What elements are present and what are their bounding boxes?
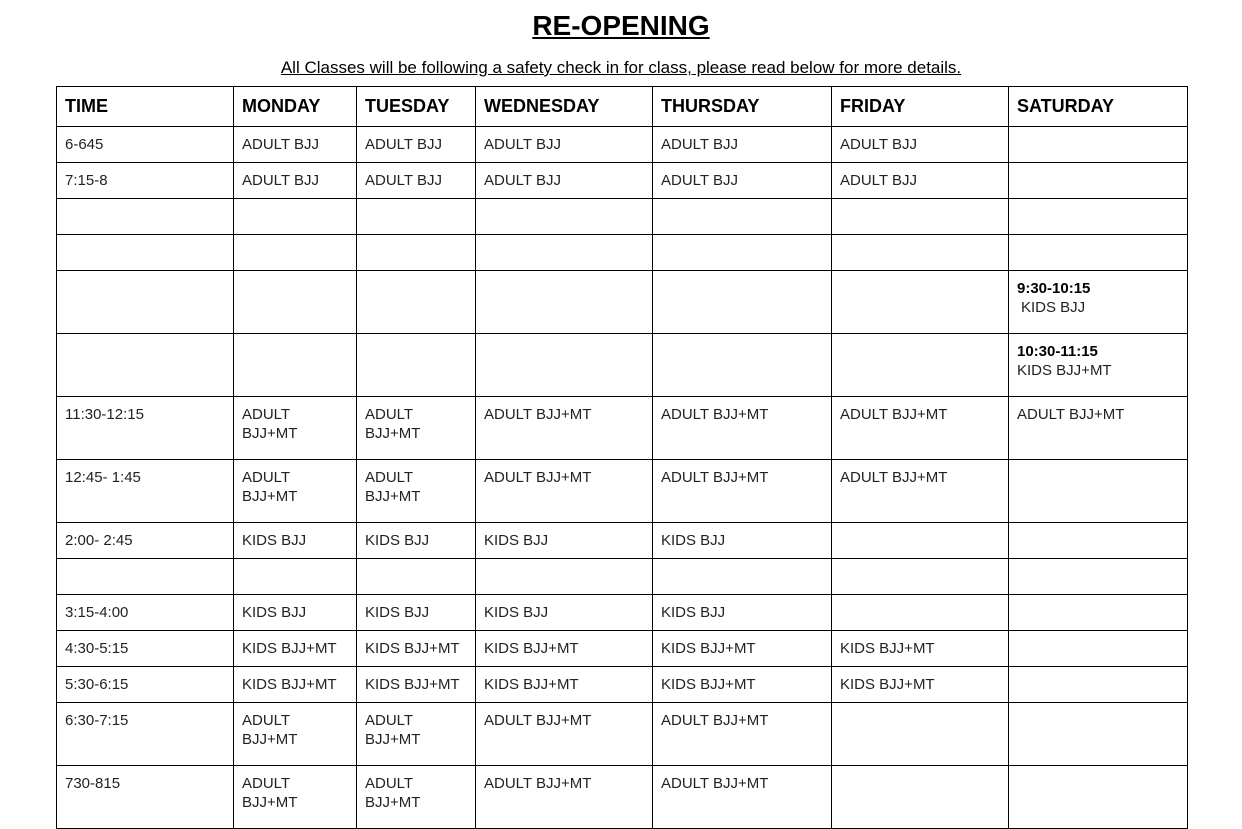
wednesday-cell xyxy=(476,766,653,829)
saturday-cell xyxy=(1009,703,1188,766)
class-label: ADULT BJJ+MT xyxy=(1017,406,1125,423)
saturday-cell xyxy=(1009,667,1188,703)
class-label: ADULT BJJ+MT xyxy=(484,469,592,486)
class-label: ADULT xyxy=(365,712,414,729)
thursday-cell xyxy=(653,559,832,595)
table-row xyxy=(57,199,1188,235)
class-label: ADULT BJJ+MT xyxy=(484,712,592,729)
monday-cell xyxy=(234,271,357,334)
monday-cell xyxy=(234,127,357,163)
table-row xyxy=(57,235,1188,271)
class-label: ADULT BJJ+MT xyxy=(840,406,948,423)
monday-cell xyxy=(234,631,357,667)
class-label: KIDS BJJ+MT xyxy=(365,676,460,693)
column-header-tuesday: TUESDAY xyxy=(357,87,476,127)
class-label: ADULT BJJ xyxy=(365,172,442,189)
time-cell xyxy=(57,559,234,595)
class-label: ADULT xyxy=(242,469,291,486)
class-label: ADULT BJJ+MT xyxy=(661,712,769,729)
monday-cell xyxy=(234,235,357,271)
class-label: KIDS BJJ xyxy=(484,532,549,549)
time-cell: 4:30-5:15 xyxy=(57,631,234,667)
wednesday-cell xyxy=(476,559,653,595)
class-label: ADULT BJJ+MT xyxy=(484,406,592,423)
class-label: BJJ+MT xyxy=(365,794,421,811)
class-label: BJJ+MT xyxy=(365,731,421,748)
class-label: KIDS BJJ xyxy=(661,604,726,621)
tuesday-cell xyxy=(357,703,476,766)
table-row xyxy=(57,271,1188,334)
wednesday-cell xyxy=(476,667,653,703)
monday-cell xyxy=(234,334,357,397)
header-row xyxy=(57,87,1188,127)
thursday-cell xyxy=(653,199,832,235)
thursday-cell xyxy=(653,460,832,523)
class-label: KIDS BJJ xyxy=(661,532,726,549)
class-label: BJJ+MT xyxy=(242,794,298,811)
thursday-cell xyxy=(653,334,832,397)
page-subtitle: All Classes will be following a safety check in for class, please read below for more details. xyxy=(280,58,962,77)
class-label: BJJ+MT xyxy=(365,425,421,442)
class-label: KIDS BJJ xyxy=(242,532,307,549)
time-cell xyxy=(57,271,234,334)
time-cell: 2:00- 2:45 xyxy=(57,523,234,559)
class-label: BJJ+MT xyxy=(242,488,298,505)
wednesday-cell xyxy=(476,703,653,766)
class-label: KIDS BJJ+MT xyxy=(661,676,756,693)
class-label: KIDS BJJ+MT xyxy=(242,676,337,693)
class-label: KIDS BJJ+MT xyxy=(840,640,935,657)
class-label: ADULT BJJ+MT xyxy=(661,406,769,423)
time-cell: 730-815 xyxy=(57,766,234,829)
column-header-friday: FRIDAY xyxy=(832,87,1009,127)
friday-cell xyxy=(832,460,1009,523)
saturday-cell xyxy=(1009,271,1188,334)
table-row xyxy=(57,460,1188,523)
monday-cell xyxy=(234,199,357,235)
saturday-cell xyxy=(1009,523,1188,559)
time-cell: 12:45- 1:45 xyxy=(57,460,234,523)
class-label: ADULT BJJ xyxy=(840,172,917,189)
class-label: ADULT BJJ+MT xyxy=(840,469,948,486)
time-cell: 5:30-6:15 xyxy=(57,667,234,703)
tuesday-cell xyxy=(357,334,476,397)
column-header-thursday: THURSDAY xyxy=(653,87,832,127)
class-label: ADULT BJJ xyxy=(661,172,738,189)
wednesday-cell xyxy=(476,127,653,163)
wednesday-cell xyxy=(476,595,653,631)
class-label: KIDS BJJ xyxy=(242,604,307,621)
thursday-cell xyxy=(653,523,832,559)
schedule-table xyxy=(56,86,1188,829)
friday-cell xyxy=(832,271,1009,334)
thursday-cell xyxy=(653,766,832,829)
friday-cell xyxy=(832,703,1009,766)
class-label: KIDS BJJ xyxy=(1021,299,1086,316)
thursday-cell xyxy=(653,595,832,631)
column-header-time: TIME xyxy=(57,87,234,127)
friday-cell xyxy=(832,559,1009,595)
class-label: BJJ+MT xyxy=(242,425,298,442)
wednesday-cell xyxy=(476,523,653,559)
time-cell: 6-645 xyxy=(57,127,234,163)
class-label: KIDS BJJ xyxy=(365,604,430,621)
class-label: ADULT BJJ xyxy=(242,172,319,189)
time-cell xyxy=(57,334,234,397)
class-label: ADULT BJJ xyxy=(365,136,442,153)
wednesday-cell xyxy=(476,397,653,460)
saturday-time-label: 10:30-11:15 xyxy=(1017,343,1098,360)
friday-cell xyxy=(832,766,1009,829)
thursday-cell xyxy=(653,163,832,199)
tuesday-cell xyxy=(357,523,476,559)
table-row xyxy=(57,397,1188,460)
friday-cell xyxy=(832,334,1009,397)
wednesday-cell xyxy=(476,460,653,523)
tuesday-cell xyxy=(357,631,476,667)
column-header-monday: MONDAY xyxy=(234,87,357,127)
saturday-cell xyxy=(1009,766,1188,829)
tuesday-cell xyxy=(357,460,476,523)
friday-cell xyxy=(832,595,1009,631)
monday-cell xyxy=(234,523,357,559)
saturday-cell xyxy=(1009,595,1188,631)
saturday-cell xyxy=(1009,163,1188,199)
tuesday-cell xyxy=(357,199,476,235)
tuesday-cell xyxy=(357,235,476,271)
class-label: KIDS BJJ xyxy=(365,532,430,549)
column-header-wednesday: WEDNESDAY xyxy=(476,87,653,127)
class-label: ADULT xyxy=(242,406,291,423)
monday-cell xyxy=(234,163,357,199)
saturday-cell xyxy=(1009,559,1188,595)
saturday-cell xyxy=(1009,460,1188,523)
class-label: ADULT BJJ xyxy=(840,136,917,153)
class-label: ADULT BJJ+MT xyxy=(484,775,592,792)
class-label: ADULT BJJ+MT xyxy=(661,775,769,792)
class-label: ADULT xyxy=(365,775,414,792)
friday-cell xyxy=(832,397,1009,460)
class-label: BJJ+MT xyxy=(365,488,421,505)
class-label: ADULT BJJ xyxy=(661,136,738,153)
tuesday-cell xyxy=(357,163,476,199)
wednesday-cell xyxy=(476,334,653,397)
class-label: KIDS BJJ+MT xyxy=(365,640,460,657)
wednesday-cell xyxy=(476,271,653,334)
thursday-cell xyxy=(653,271,832,334)
table-row xyxy=(57,703,1188,766)
class-label: ADULT BJJ xyxy=(484,172,561,189)
class-label: KIDS BJJ xyxy=(484,604,549,621)
saturday-cell xyxy=(1009,199,1188,235)
saturday-cell xyxy=(1009,631,1188,667)
saturday-cell xyxy=(1009,127,1188,163)
class-label: KIDS BJJ+MT xyxy=(242,640,337,657)
table-row xyxy=(57,523,1188,559)
class-label: ADULT BJJ+MT xyxy=(661,469,769,486)
schedule-body xyxy=(57,127,1188,829)
thursday-cell xyxy=(653,631,832,667)
friday-cell xyxy=(832,199,1009,235)
wednesday-cell xyxy=(476,235,653,271)
saturday-cell xyxy=(1009,397,1188,460)
time-cell: 3:15-4:00 xyxy=(57,595,234,631)
thursday-cell xyxy=(653,397,832,460)
table-row xyxy=(57,334,1188,397)
table-row xyxy=(57,667,1188,703)
thursday-cell xyxy=(653,703,832,766)
friday-cell xyxy=(832,631,1009,667)
tuesday-cell xyxy=(357,271,476,334)
class-label: ADULT xyxy=(365,469,414,486)
monday-cell xyxy=(234,766,357,829)
class-label: BJJ+MT xyxy=(242,731,298,748)
tuesday-cell xyxy=(357,397,476,460)
friday-cell xyxy=(832,127,1009,163)
class-label: KIDS BJJ+MT xyxy=(840,676,935,693)
tuesday-cell xyxy=(357,667,476,703)
thursday-cell xyxy=(653,127,832,163)
saturday-cell xyxy=(1009,235,1188,271)
monday-cell xyxy=(234,397,357,460)
friday-cell xyxy=(832,667,1009,703)
thursday-cell xyxy=(653,235,832,271)
time-cell: 11:30-12:15 xyxy=(57,397,234,460)
table-row xyxy=(57,163,1188,199)
monday-cell xyxy=(234,559,357,595)
class-label: KIDS BJJ+MT xyxy=(1017,362,1112,379)
time-cell xyxy=(57,199,234,235)
saturday-time-label: 9:30-10:15 xyxy=(1017,280,1091,297)
friday-cell xyxy=(832,235,1009,271)
table-row xyxy=(57,766,1188,829)
monday-cell xyxy=(234,703,357,766)
friday-cell xyxy=(832,523,1009,559)
class-label: KIDS BJJ+MT xyxy=(661,640,756,657)
class-label: KIDS BJJ+MT xyxy=(484,676,579,693)
class-label: ADULT xyxy=(242,712,291,729)
column-header-saturday: SATURDAY xyxy=(1009,87,1188,127)
tuesday-cell xyxy=(357,127,476,163)
tuesday-cell xyxy=(357,559,476,595)
class-label: KIDS BJJ+MT xyxy=(484,640,579,657)
monday-cell xyxy=(234,667,357,703)
page-title: RE-OPENING xyxy=(532,10,710,41)
class-label: ADULT BJJ xyxy=(242,136,319,153)
class-label: ADULT xyxy=(242,775,291,792)
tuesday-cell xyxy=(357,766,476,829)
wednesday-cell xyxy=(476,199,653,235)
wednesday-cell xyxy=(476,631,653,667)
time-cell: 6:30-7:15 xyxy=(57,703,234,766)
thursday-cell xyxy=(653,667,832,703)
class-label: ADULT xyxy=(365,406,414,423)
table-row xyxy=(57,559,1188,595)
time-cell xyxy=(57,235,234,271)
tuesday-cell xyxy=(357,595,476,631)
friday-cell xyxy=(832,163,1009,199)
monday-cell xyxy=(234,460,357,523)
table-row xyxy=(57,127,1188,163)
wednesday-cell xyxy=(476,163,653,199)
class-label: ADULT BJJ xyxy=(484,136,561,153)
time-cell: 7:15-8 xyxy=(57,163,234,199)
monday-cell xyxy=(234,595,357,631)
table-row xyxy=(57,631,1188,667)
saturday-cell xyxy=(1009,334,1188,397)
table-row xyxy=(57,595,1188,631)
